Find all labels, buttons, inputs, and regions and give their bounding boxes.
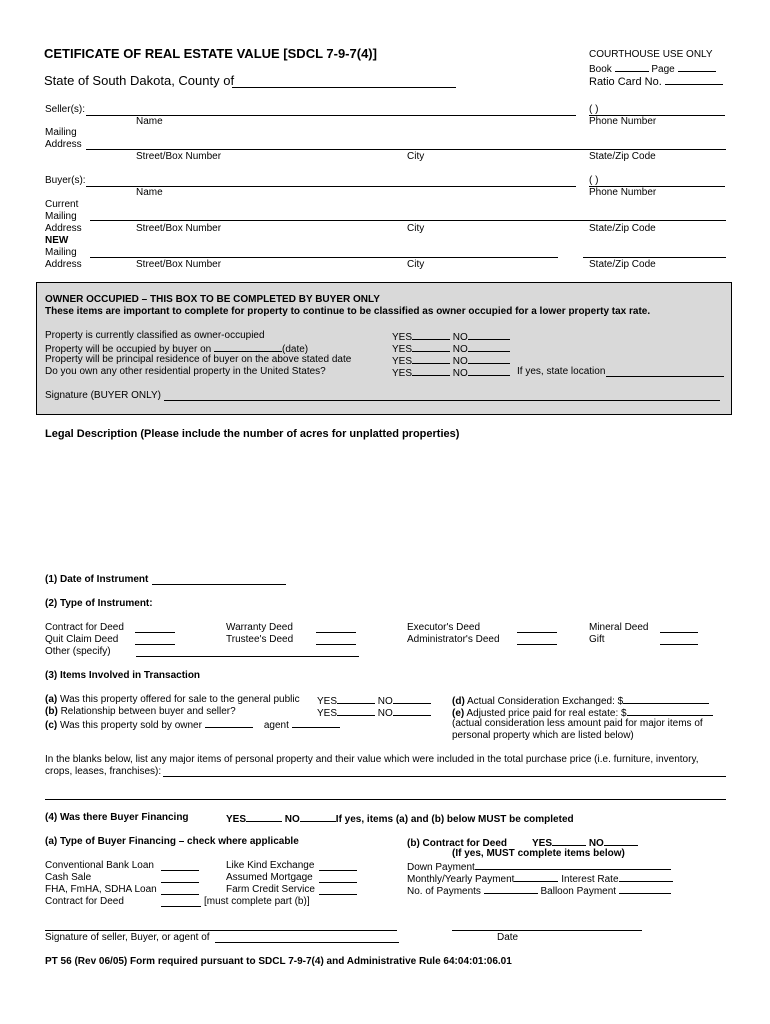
down-payment-label: Down Payment — [407, 862, 475, 873]
date-label: Date — [497, 932, 519, 943]
item-e-text: Adjusted price paid for real estate: $ — [466, 708, 627, 719]
yes-label: YES — [392, 368, 413, 379]
buyer-current-city-caption: City — [407, 223, 425, 234]
consideration-field[interactable] — [623, 694, 709, 704]
administrators-deed-label: Administrator's Deed — [407, 634, 500, 645]
buyer-financing-title: (4) Was there Buyer Financing — [45, 812, 189, 823]
buyer-new-address-label: Address — [45, 259, 82, 270]
buyers-label: Buyer(s): — [45, 175, 86, 186]
item-a-yes-field[interactable] — [337, 694, 375, 704]
item-d-text: Actual Consideration Exchanged: $ — [467, 696, 624, 707]
fha-label: FHA, FmHA, SDHA Loan — [45, 884, 157, 895]
contract-b-no-field[interactable] — [604, 836, 638, 846]
personal-property-text1: In the blanks below, list any major items of personal property and their value which were included in the total purchase price (i.e. furniture, inventory, — [45, 754, 699, 765]
personal-property-field1[interactable] — [163, 776, 726, 777]
owner-q1: Property is currently classified as owner-occupied — [45, 330, 265, 341]
item-a-no-field[interactable] — [393, 694, 431, 704]
item-c-letter: (c) — [45, 720, 58, 731]
item-e-note2: personal property which are listed below) — [452, 730, 634, 741]
sellers-label: Seller(s): — [45, 104, 86, 115]
num-payments-field[interactable] — [484, 884, 538, 894]
form-reference: PT 56 (Rev 06/05) Form required pursuant to SDCL 7-9-7(4) and Administrative Rule 64:04:01:06.01 — [45, 956, 512, 967]
buyer-current-label: Current — [45, 199, 79, 210]
buyer-current-address-label: Address — [45, 223, 82, 234]
item-d-letter: (d) — [452, 696, 465, 707]
no-label: NO — [452, 356, 468, 367]
buyer-phone-caption: Phone Number — [589, 187, 657, 198]
mineral-deed-field[interactable] — [660, 632, 698, 633]
num-payments-row — [407, 884, 671, 897]
courthouse-use-label: COURTHOUSE USE ONLY — [589, 49, 713, 60]
buyer-new-address-field[interactable] — [90, 257, 558, 258]
buyer-new-statezip-caption: State/Zip Code — [589, 259, 656, 270]
owner-q4-no-field[interactable] — [468, 366, 510, 376]
executors-deed-field[interactable] — [517, 632, 557, 633]
owner-q3-yes-field[interactable] — [412, 354, 450, 364]
buyer-new-street-caption: Street/Box Number — [136, 259, 222, 270]
form-title: CETIFICATE OF REAL ESTATE VALUE [SDCL 7-9-7(4)] — [44, 46, 377, 61]
sold-by-agent-field[interactable] — [292, 718, 340, 728]
must-complete-b-note: [must complete part (b)] — [204, 896, 310, 907]
items-involved-title: (3) Items Involved in Transaction — [45, 670, 201, 681]
owner-occupied-title: OWNER OCCUPIED – THIS BOX TO BE COMPLETED BY BUYER ONLY — [45, 294, 380, 305]
down-payment-field[interactable] — [475, 860, 671, 870]
book-label: Book — [589, 64, 612, 75]
owner-occupied-subtitle: These items are important to complete for property to continue to be classified as owner occupied for a lower property tax rate. — [45, 306, 651, 317]
contract-b-yes-field[interactable] — [552, 836, 586, 846]
item-c-row — [45, 718, 340, 731]
mineral-deed-label: Mineral Deed — [589, 622, 649, 633]
seller-city-caption: City — [407, 151, 425, 162]
owner-q4-yesno — [392, 366, 510, 379]
yes-label: YES — [317, 708, 338, 719]
seller-address-label: Address — [45, 139, 82, 150]
occupancy-date-field[interactable] — [214, 342, 282, 352]
buyer-current-mailing-label: Mailing — [45, 211, 77, 222]
book-field[interactable] — [615, 62, 649, 72]
like-kind-label: Like Kind Exchange — [226, 860, 315, 871]
balloon-label: Balloon Payment — [540, 886, 617, 897]
item-a-row — [45, 694, 300, 705]
financing-if-yes: If yes, items (a) and (b) below MUST be completed — [335, 814, 574, 825]
buyer-signature-label: Signature (BUYER ONLY) — [45, 390, 161, 401]
no-label: NO — [588, 838, 604, 849]
seller-name-caption: Name — [136, 116, 163, 127]
buyer-new-city-caption: City — [407, 259, 425, 270]
other-specify-field[interactable] — [136, 656, 359, 657]
no-label: NO — [452, 368, 468, 379]
contract-b-note: (If yes, MUST complete items below) — [452, 848, 625, 859]
interest-rate-label: Interest Rate — [561, 874, 619, 885]
financing-contract-field[interactable] — [161, 906, 201, 907]
item-e-letter: (e) — [452, 708, 465, 719]
seller-address-field[interactable] — [86, 149, 726, 150]
farm-credit-field[interactable] — [319, 894, 357, 895]
financing-type-title: (a) Type of Buyer Financing – check where applicable — [45, 836, 299, 847]
signature-line-left[interactable] — [45, 930, 397, 931]
owner-q2-yes-field[interactable] — [412, 342, 450, 352]
buyer-current-street-caption: Street/Box Number — [136, 223, 222, 234]
date-of-instrument-field[interactable] — [152, 584, 286, 585]
state-county-label: State of South Dakota, County of — [44, 73, 235, 88]
item-b-yes-field[interactable] — [337, 706, 375, 716]
contract-for-deed-field[interactable] — [135, 632, 175, 633]
yes-label: YES — [392, 344, 413, 355]
item-a-text: Was this property offered for sale to the general public — [60, 694, 300, 705]
item-c-text: Was this property sold by — [60, 720, 172, 731]
signature-label: Signature of seller, Buyer, or agent of — [45, 932, 210, 943]
ratio-card-row — [589, 75, 723, 88]
item-e-note1: (actual consideration less amount paid for major items of — [452, 718, 703, 729]
owner-q1-no-field[interactable] — [468, 330, 510, 340]
item-b-row — [45, 706, 236, 717]
no-label: NO — [377, 696, 393, 707]
financing-yesno — [226, 812, 574, 825]
buyer-new-mailing-label: Mailing — [45, 247, 77, 258]
buyer-new-statezip-field[interactable] — [583, 257, 726, 258]
warranty-deed-label: Warranty Deed — [226, 622, 293, 633]
item-b-yesno — [317, 706, 431, 719]
legal-description-title: Legal Description (Please include the number of acres for unplatted properties) — [45, 428, 460, 440]
agent-label: agent — [263, 720, 289, 731]
yes-label: YES — [392, 356, 413, 367]
sold-by-owner-field[interactable] — [205, 718, 253, 728]
owner-label: owner — [174, 720, 202, 731]
assumed-mortgage-label: Assumed Mortgage — [226, 872, 313, 883]
warranty-deed-field[interactable] — [316, 632, 356, 633]
yes-label: YES — [226, 814, 247, 825]
yes-label: YES — [532, 838, 553, 849]
assumed-mortgage-field[interactable] — [319, 882, 357, 883]
contract-for-deed-label: Contract for Deed — [45, 622, 124, 633]
seller-statezip-caption: State/Zip Code — [589, 151, 656, 162]
personal-property-text2: crops, leases, franchises): — [45, 766, 162, 777]
no-label: NO — [377, 708, 393, 719]
page-field[interactable] — [678, 62, 716, 72]
balloon-field[interactable] — [619, 884, 671, 894]
buyer-signature-field[interactable] — [164, 400, 720, 401]
buyer-current-statezip-caption: State/Zip Code — [589, 223, 656, 234]
owner-q4: Do you own any other residential property in the United States? — [45, 366, 326, 377]
gift-label: Gift — [589, 634, 605, 645]
item-b-text: Relationship between buyer and seller? — [60, 706, 236, 717]
date-line[interactable] — [452, 930, 642, 931]
conventional-label: Conventional Bank Loan — [45, 860, 154, 871]
contract-b-title: (b) Contract for Deed — [407, 838, 507, 849]
agent-of-field[interactable] — [215, 942, 399, 943]
seller-street-caption: Street/Box Number — [136, 151, 222, 162]
owner-q1-yes-field[interactable] — [412, 330, 450, 340]
item-b-letter: (b) — [45, 706, 58, 717]
buyer-current-address-field[interactable] — [90, 220, 726, 221]
like-kind-field[interactable] — [319, 870, 357, 871]
administrators-deed-field[interactable] — [517, 644, 557, 645]
ratio-card-field[interactable] — [665, 75, 723, 85]
quit-claim-label: Quit Claim Deed — [45, 634, 119, 645]
owner-q2-date: (date) — [281, 344, 309, 355]
no-label: NO — [452, 344, 468, 355]
date-of-instrument-label: (1) Date of Instrument — [45, 574, 149, 585]
owner-q4-yes-field[interactable] — [412, 366, 450, 376]
buyer-phone-paren: ( ) — [589, 175, 599, 186]
quit-claim-field[interactable] — [135, 644, 175, 645]
type-of-instrument-label: (2) Type of Instrument: — [45, 598, 153, 609]
state-location-label: If yes, state location — [517, 366, 606, 377]
seller-phone-caption: Phone Number — [589, 116, 657, 127]
trustees-deed-label: Trustee's Deed — [226, 634, 294, 645]
seller-mailing-label: Mailing — [45, 127, 77, 138]
owner-q3: Property will be principal residence of buyer on the above stated date — [45, 354, 352, 365]
cash-sale-field[interactable] — [161, 882, 199, 883]
ratio-card-label: Ratio Card No. — [589, 76, 662, 88]
interest-rate-field[interactable] — [619, 872, 673, 882]
county-field[interactable] — [232, 87, 456, 88]
gift-field[interactable] — [660, 644, 698, 645]
trustees-deed-field[interactable] — [316, 644, 356, 645]
financing-yes-field[interactable] — [246, 812, 282, 822]
monthly-payment-field[interactable] — [514, 872, 558, 882]
buyer-name-caption: Name — [136, 187, 163, 198]
personal-property-field2[interactable] — [45, 799, 726, 800]
other-specify-label: Other (specify) — [45, 646, 111, 657]
monthly-payment-label: Monthly/Yearly Payment — [407, 874, 515, 885]
no-label: NO — [284, 814, 300, 825]
executors-deed-label: Executor's Deed — [407, 622, 481, 633]
owner-q2-no-field[interactable] — [468, 342, 510, 352]
item-a-letter: (a) — [45, 694, 58, 705]
no-label: NO — [452, 332, 468, 343]
page-label: Page — [651, 64, 675, 75]
fha-field[interactable] — [161, 894, 199, 895]
owner-q3-no-field[interactable] — [468, 354, 510, 364]
farm-credit-label: Farm Credit Service — [226, 884, 315, 895]
financing-contract-label: Contract for Deed — [45, 896, 124, 907]
seller-phone-paren: ( ) — [589, 104, 599, 115]
conventional-field[interactable] — [161, 870, 199, 871]
owner-q2: Property will be occupied by buyer on — [45, 344, 212, 355]
financing-no-field[interactable] — [300, 812, 336, 822]
state-location-field[interactable] — [606, 376, 724, 377]
yes-label: YES — [317, 696, 338, 707]
yes-label: YES — [392, 332, 413, 343]
num-payments-label: No. of Payments — [407, 886, 481, 897]
cash-sale-label: Cash Sale — [45, 872, 92, 883]
adjusted-price-field[interactable] — [627, 706, 713, 716]
book-page-row — [589, 62, 716, 75]
buyer-new-label: NEW — [45, 235, 69, 246]
item-b-no-field[interactable] — [393, 706, 431, 716]
